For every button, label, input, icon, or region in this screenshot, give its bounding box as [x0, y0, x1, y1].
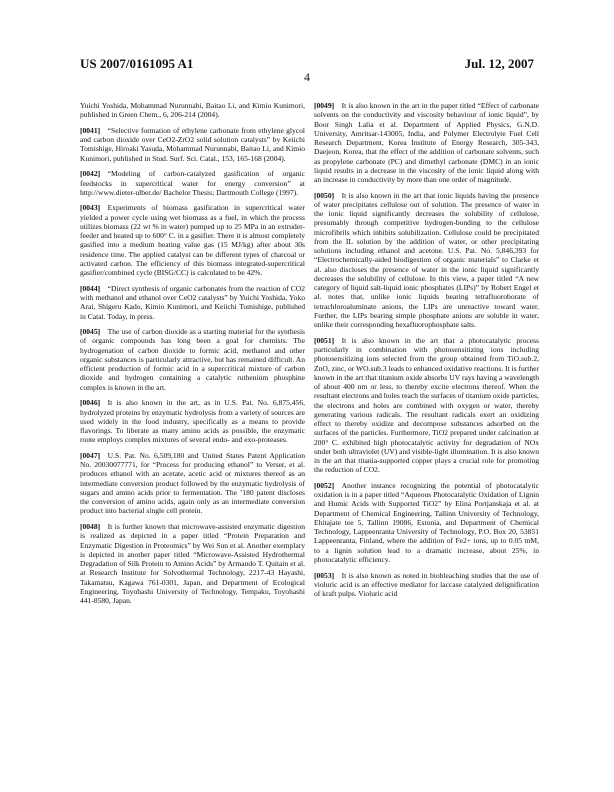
- page-number: 4: [304, 70, 310, 84]
- paragraph: [80, 126, 305, 163]
- paragraph-text: Another instance recognizing the potential of photocatalytic oxidation is in a paper titled “Aqueous Photocatalytic Oxidation of Lignin and Humic Acids with Supported TiO2” by Elina Portjanskaja et al. at Department of Chemical Engineering, Tallinn University of Technology, Ehitajate tee 5, Tallinn 19086, Estonia, and Department of Chemical Technology, Lappeenranta University of Technology, P.O. Box 20, 53851 Lappeenranta, Finland, where the addition of Fe2+ ions, up to 0.05 mM, to a lignin solution lead to a dramatic increase, about 25%, in photocatalytic efficiency.: [314, 480, 539, 564]
- paragraph: [314, 481, 539, 564]
- paragraph-text: It is also known in the art, as in U.S. Pat. No. 6,875,456, hydrolyzed proteins by enzymatic hydrolysis from a variety of sources are used widely in the food industry, specifically as a means to provide flavorings. To liberate as many amino acids as possible, the enzymatic route employs complex mixtures of several endo- and exo-proteases.: [80, 398, 305, 445]
- paragraph-number: [0047]: [80, 450, 101, 460]
- paragraph-number: [0045]: [80, 327, 101, 337]
- paragraph-text: Yuichi Yoshida, Mohammad Nurunnabi, Baitao Li, and Kimio Kunimori, published in Green Chem., 6, 206-214 (2004).: [80, 101, 305, 120]
- paragraph-number: [0052]: [314, 480, 335, 490]
- paragraph-text: It is also known in the art in the paper titled “Effect of carbonate solvents on the conductivity and viscosity behaviour of ionic liquid”, by Boor Singh Lalia et al. Department of Applied Physics, G.N.D. University, Amritsar-143005, India, and Polymer Electrolyte Fuel Cell Research Department, Korea Institute of Energy Research, 305-343, Daejeon, Korea, that the effect of the addition of carbonate solvents, such as propylene carbonate (PC) and dimethyl carbonate (DMC) in an ionic liquid results in a decrease in the viscosity of the ionic liquid along with an increase in conductivity by more than one order of magnitude.: [314, 101, 539, 184]
- paragraph: [80, 101, 305, 120]
- paragraph-text: “Selective formation of ethylene carbonate from ethylene glycol and carbon dioxide over CeO2-ZrO2 solid solution catalysts” by Keiichi Tomishige, Hiroaki Yasuda, Mohammad Nurunnabi, Baitao Li, and Kimio Kunimori, published in Stud. Surf. Sci. Catal., 153, 165-168 (2004).: [80, 125, 305, 163]
- paragraph: [80, 451, 305, 516]
- paragraph-text: Experiments of biomass gasification in supercritical water yielded a power cycle using wet biomass as a fuel, in which the process utilizes biomass (22 wt % in water) pumped up to 25 MPa in an extruder-feeder and heated up to 600° C. in a gasifier. There it is almost completely gasified into a medium heating value gas (15 MJ/kg) after about 30s residence time. The applied catalyst can be different types of charcoal or activated carbon. The efficiency of this biomass integrated-supercritical gasifier/combined cycle (BISG/CC) is calculated to be 42%.: [80, 203, 305, 278]
- paragraph-number: [0042]: [80, 169, 101, 179]
- paragraph: [80, 284, 305, 321]
- paragraph: [80, 327, 305, 392]
- paragraph-text: U.S. Pat. No. 6,509,180 and United States Patent Application No. 20030077771, for “Process for producing ethanol” to Verser, et al. produces ethanol with an acetate, acetic acid or mixtures thereof as an intermediate conversion product followed by the enzymatic hydrolysis of sugars and amino acids prior to fermentation. The ’180 patent discloses the conversion of amino acids, again only as an intermediate conversion product into bacterial single cell protein.: [80, 450, 305, 516]
- publication-number: US 2007/0161095 A1: [80, 56, 194, 71]
- paragraph-number: [0046]: [80, 398, 101, 408]
- paragraph-text: It is also known in the art that ionic liquids having the presence of water precipitates cellulose out of solution. The presence of water in the ionic liquid significantly decreases the solubility of cellulose, presumably through competitive hydrogen-bonding to the cellulose microfibrils which inhibits solubilization. Cellulose could be precipitated from the IL solution by the addition of water, or other precipitating solutions including ethanol and acetone. U.S. Pat. No. 5,846,393 for “Electrochemically-aided biodigestion of organic materials” to Clarke et al. also discloses the presence of water in the ionic liquid significantly decreases the solubility of cellulose. In this view, a paper titled “A new category of liquid salt-liquid ionic phosphates (LIPs)” by Robert Engel et al. notes that, unlike ionic liquids bearing tetrafluoroborate of tetrachloroaluminate anions, the LIPs are unreactive toward water. Further, the LIPs bearing simple phosphate anions are soluble in water, unlike their corresponding hexafluorophosphate salts.: [314, 190, 539, 330]
- paragraph-number: [0048]: [80, 522, 101, 532]
- paragraph-text: “Modeling of carbon-catalyzed gasification of organic feedstocks in supercritical water for energy conversion” at http://www.dieter-ulber.de/ Bachelor Thesis; Dartmouth College (1997).: [80, 169, 305, 197]
- paragraph-text: The use of carbon dioxide as a starting material for the synthesis of organic compounds has long been a goal for chemists. The hydrogenation of carbon dioxide to formic acid, methanol and other organic substances is particularly attractive, but has remained difficult. An efficient production of formic acid in a supercritical mixture of carbon dioxide and hydrogen containing a catalytic ruthenium phosphine complex is known in the art.: [80, 327, 305, 392]
- paragraph-number: [0044]: [80, 283, 101, 293]
- paragraph-number: [0049]: [314, 101, 335, 110]
- paragraph-number: [0041]: [80, 125, 101, 135]
- paragraph-text: “Direct synthesis of organic carbonates from the reaction of CO2 with methanol and ethanol over CeO2 catalysts” by Yuichi Yoshida, Yoko Arai, Shigeru Kado, Kimio Kunimori, and Keiichi Tomishige, published in Catal. Today, in press.: [80, 283, 305, 321]
- paragraph: [314, 571, 539, 599]
- paragraph-number: [0053]: [314, 570, 335, 580]
- paragraph-text: It is also known in the art that a photocatalytic process particularly in combination with photosensitizing ions including photosensitizing ions selected from the group obtained from TiO.sub.2, ZnO, zinc, or WO.sub.3 leads to enhanced oxidative reactions. It is further known in the art that titanium oxide absorbs UV rays having a wavelength of about 400 nm or less, to thereby excite electrons thereof. When the resultant electrons and holes reach the surfaces of titanium oxide particles, the electrons and holes are combined with oxygen or water, thereby generating various radicals. The resultant radicals exert an oxidizing effect to thereby oxidize and decompose substances adsorbed on the surfaces of the particles. Furthermore, TiO2 prepared under calcination at 200° C. exhibited high photocatalytic activity for degradation of NOx under both ultraviolet (UV) and visible-light illumination. It is also known in the art that titania-supported copper plays a crucial role for promoting the reduction of CO2.: [314, 335, 539, 475]
- paragraph-number: [0050]: [314, 190, 335, 200]
- right-column: [314, 101, 539, 605]
- paragraph: [80, 169, 305, 197]
- paragraph: [80, 203, 305, 277]
- paragraph-text: It is further known that microwave-assisted enzymatic digestion is realized as depicted in a paper titled “Protein Preparation and Enzymatic Digestion in Proteomics” by Wei Sun et al. Another exemplary is depicted in another paper titled “Microwave-Assisted Hydrothermal Degradation of Silk Protein to Amino Acids” by Armando T. Quitain et al. at Research Institute for Solvothermal Technology, 2217-43 Hayashi, Takamatsu, Kagawa 761-0301, Japan, and Department of Ecological Engineering, Toyohashi University of Technology, Tempaku, Toyohashi 441-8580, Japan.: [80, 522, 305, 606]
- paragraph: [314, 101, 539, 184]
- left-column: [80, 101, 305, 612]
- publication-date: Jul. 12, 2007: [464, 56, 534, 71]
- paragraph-number: [0043]: [80, 203, 101, 213]
- paragraph-number: [0051]: [314, 335, 335, 345]
- paragraph-text: It is also known as noted in biobleaching studies that the use of violuric acid is an effective mediator for laccase catalyzed delignification of kraft pulps. Violuric acid: [314, 570, 539, 599]
- paragraph: [314, 191, 539, 330]
- paragraph: [314, 336, 539, 475]
- paragraph: [80, 398, 305, 444]
- paragraph: [80, 522, 305, 605]
